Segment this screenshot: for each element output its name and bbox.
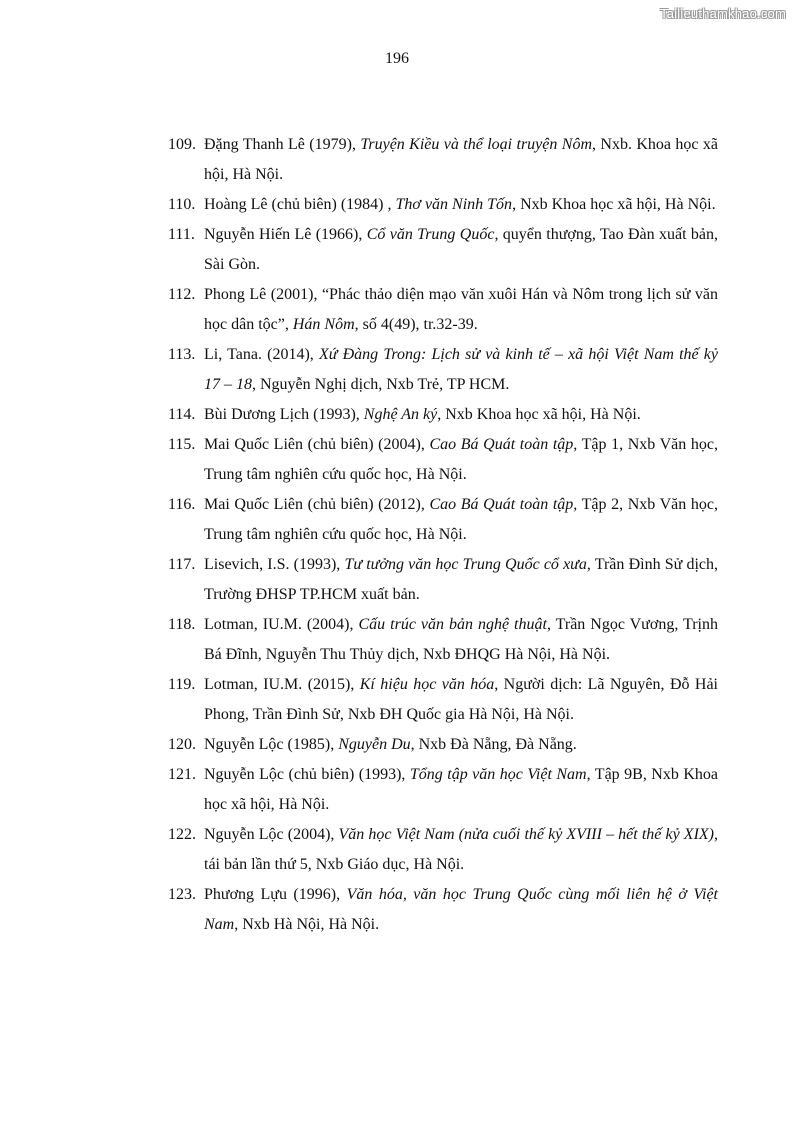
- reference-authors: Mai Quốc Liên (chủ biên) (2004),: [204, 436, 430, 453]
- reference-title: Hán Nôm: [292, 316, 355, 333]
- reference-item: [168, 880, 718, 940]
- reference-authors: Lotman, IU.M. (2015),: [204, 676, 360, 693]
- reference-number: 116.: [168, 496, 196, 513]
- reference-publication: , Nxb. Khoa học xã hội, Hà Nội.: [204, 136, 718, 183]
- reference-authors: Lisevich, I.S. (1993),: [204, 556, 345, 573]
- reference-item: [168, 820, 718, 880]
- reference-authors: Mai Quốc Liên (chủ biên) (2012),: [204, 496, 430, 513]
- reference-publication: , Nxb Hà Nội, Hà Nội.: [234, 916, 380, 933]
- reference-number: 112.: [168, 286, 196, 303]
- reference-item: [168, 430, 718, 490]
- reference-title: Nghệ An ký: [363, 406, 438, 423]
- reference-publication: , quyển thượng, Tao Đàn xuất bản, Sài Gòn.: [204, 226, 719, 273]
- reference-item: [168, 130, 718, 190]
- reference-authors: Phương Lựu (1996),: [204, 886, 347, 903]
- reference-title: Cấu trúc văn bản nghệ thuật: [358, 616, 547, 633]
- reference-publication: , Tập 9B, Nxb Khoa học xã hội, Hà Nội.: [204, 766, 718, 813]
- reference-number: 118.: [168, 616, 196, 633]
- reference-publication: , Nguyễn Nghị dịch, Nxb Trẻ, TP HCM.: [252, 376, 510, 393]
- reference-title: Văn hóa, văn học Trung Quốc cùng mối liên hệ ở Việt Nam: [204, 886, 718, 933]
- reference-authors: Nguyễn Lộc (chủ biên) (1993),: [204, 766, 410, 783]
- reference-list: [168, 130, 718, 940]
- reference-title: Cổ văn Trung Quốc: [366, 226, 495, 243]
- reference-publication: , Trần Đình Sử dịch, Trường ĐHSP TP.HCM xuất bản.: [204, 556, 718, 603]
- reference-number: 117.: [168, 556, 196, 573]
- reference-title: Thơ văn Ninh Tốn: [395, 196, 513, 213]
- reference-authors: Hoàng Lê (chủ biên) (1984) ,: [204, 196, 396, 213]
- reference-authors: Lotman, IU.M. (2004),: [204, 616, 359, 633]
- reference-title: Tổng tập văn học Việt Nam: [409, 766, 587, 783]
- reference-title: Tư tưởng văn học Trung Quốc cổ xưa: [344, 556, 587, 573]
- reference-authors: Li, Tana. (2014),: [204, 346, 319, 363]
- reference-title: Cao Bá Quát toàn tập: [429, 496, 574, 513]
- reference-publication: , Nxb Khoa học xã hội, Hà Nội.: [437, 406, 641, 423]
- reference-number: 119.: [168, 676, 196, 693]
- reference-publication: , số 4(49), tr.32-39.: [354, 316, 478, 333]
- reference-publication: , Tập 1, Nxb Văn học, Trung tâm nghiên cứu quốc học, Hà Nội.: [204, 436, 719, 483]
- reference-item: [168, 220, 718, 280]
- reference-title: Kí hiệu học văn hóa: [359, 676, 495, 693]
- reference-number: 114.: [168, 406, 196, 423]
- reference-number: 115.: [168, 436, 196, 453]
- reference-title: Nguyễn Du: [338, 736, 411, 753]
- watermark: Tailieuthamkhao.com: [660, 6, 786, 21]
- reference-title: Cao Bá Quát toàn tập: [429, 436, 574, 453]
- reference-title: Văn học Việt Nam (nửa cuối thế kỷ XVIII – hết thế kỷ XIX): [338, 826, 714, 843]
- reference-item: [168, 400, 718, 430]
- reference-number: 111.: [168, 226, 195, 243]
- reference-item: [168, 550, 718, 610]
- reference-authors: Phong Lê (2001), “Phác thảo diện mạo văn xuôi Hán và Nôm trong lịch sử văn học dân tộc”,: [204, 286, 718, 333]
- reference-item: [168, 190, 718, 220]
- reference-number: 122.: [168, 826, 196, 843]
- page-number: 196: [385, 50, 409, 67]
- reference-authors: Đặng Thanh Lê (1979),: [204, 136, 361, 153]
- reference-publication: , Người dịch: Lã Nguyên, Đỗ Hải Phong, Trần Đình Sử, Nxb ĐH Quốc gia Hà Nội, Hà Nội.: [204, 676, 718, 723]
- reference-authors: Bùi Dương Lịch (1993),: [204, 406, 364, 423]
- reference-title: Truyện Kiều và thể loại truyện Nôm: [360, 136, 592, 153]
- reference-number: 120.: [168, 736, 196, 753]
- reference-number: 123.: [168, 886, 196, 903]
- reference-item: [168, 670, 718, 730]
- reference-item: [168, 340, 718, 400]
- reference-item: [168, 280, 718, 340]
- reference-number: 121.: [168, 766, 196, 783]
- reference-number: 109.: [168, 136, 196, 153]
- reference-item: [168, 490, 718, 550]
- reference-publication: , Nxb Đà Nẵng, Đà Nẵng.: [410, 736, 577, 753]
- reference-publication: , Nxb Khoa học xã hội, Hà Nội.: [512, 196, 716, 213]
- reference-publication: , tái bản lần thứ 5, Nxb Giáo dục, Hà Nội.: [204, 826, 718, 873]
- reference-authors: Nguyễn Hiến Lê (1966),: [204, 226, 367, 243]
- reference-title: Xứ Đàng Trong: Lịch sử và kinh tế – xã hội Việt Nam thế kỷ 17 – 18: [204, 346, 718, 393]
- reference-publication: , Tập 2, Nxb Văn học, Trung tâm nghiên cứu quốc học, Hà Nội.: [204, 496, 719, 543]
- reference-publication: , Trần Ngọc Vương, Trịnh Bá Đĩnh, Nguyễn Thu Thủy dịch, Nxb ĐHQG Hà Nội, Hà Nội.: [204, 616, 718, 663]
- reference-item: [168, 730, 718, 760]
- reference-authors: Nguyễn Lộc (1985),: [204, 736, 339, 753]
- reference-item: [168, 610, 718, 670]
- reference-number: 110.: [168, 196, 196, 213]
- reference-authors: Nguyễn Lộc (2004),: [204, 826, 339, 843]
- reference-number: 113.: [168, 346, 196, 363]
- reference-item: [168, 760, 718, 820]
